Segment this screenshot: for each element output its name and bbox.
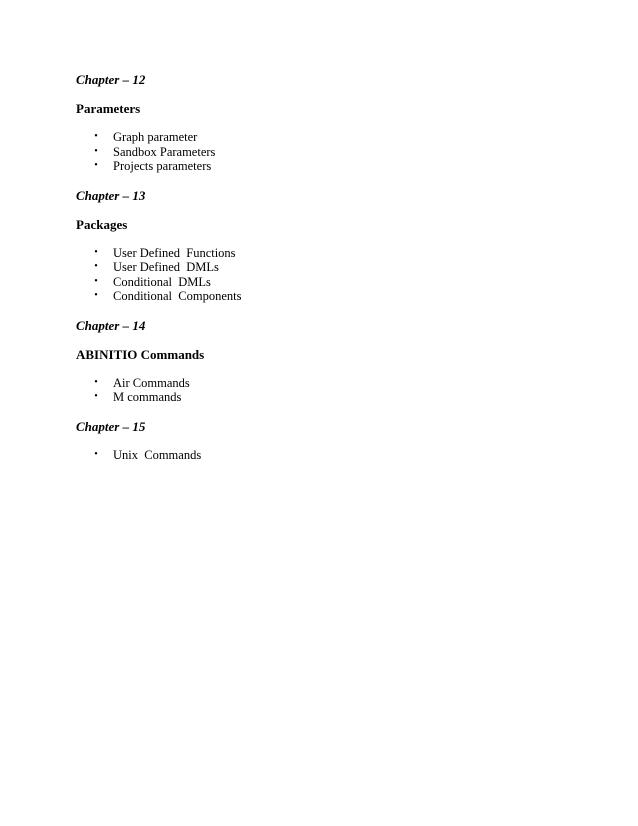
- list-item-text: User Defined Functions: [113, 245, 236, 260]
- chapter-12-list: [76, 130, 576, 174]
- list-item-text: Projects parameters: [113, 159, 212, 173]
- bullet-icon: •: [94, 131, 98, 142]
- chapter-15-title: Chapter – 15: [76, 418, 146, 434]
- chapter-14-heading: ABINITIO Commands: [76, 346, 205, 362]
- chapter-14-list: [76, 376, 576, 405]
- list-item: [76, 289, 576, 304]
- bullet-icon: •: [94, 145, 98, 157]
- list-item-text: Conditional DMLs: [113, 274, 211, 289]
- list-item: [76, 275, 576, 290]
- list-item-text: Air Commands: [113, 375, 190, 390]
- chapter-14-title: Chapter – 14: [76, 317, 146, 333]
- list-item: [76, 376, 576, 391]
- list-item: [76, 130, 576, 145]
- list-item: [76, 159, 576, 174]
- chapter-13-list: [76, 246, 576, 304]
- list-item-text: M commands: [113, 390, 182, 404]
- list-item: [76, 448, 576, 463]
- list-item-text: Unix Commands: [113, 447, 202, 462]
- list-item-text: User Defined DMLs: [113, 260, 219, 274]
- chapter-15-list: [76, 448, 576, 463]
- bullet-icon: •: [94, 261, 98, 272]
- bullet-icon: •: [94, 160, 98, 171]
- document-content: [76, 72, 576, 476]
- list-item-text: Conditional Components: [113, 289, 242, 303]
- bullet-icon: •: [94, 376, 98, 388]
- list-item: [76, 260, 576, 275]
- list-item: [76, 246, 576, 261]
- bullet-icon: •: [94, 246, 98, 258]
- bullet-icon: •: [94, 448, 98, 460]
- bullet-icon: •: [94, 391, 98, 402]
- list-item: [76, 145, 576, 160]
- bullet-icon: •: [94, 290, 98, 301]
- bullet-icon: •: [94, 275, 98, 287]
- list-item-text: Sandbox Parameters: [113, 144, 216, 159]
- list-item: [76, 390, 576, 405]
- chapter-12-heading: Parameters: [76, 101, 141, 116]
- chapter-13-title: Chapter – 13: [76, 187, 146, 203]
- list-item-text: Graph parameter: [113, 130, 198, 144]
- chapter-13-heading: Packages: [76, 216, 128, 232]
- chapter-12-title: Chapter – 12: [76, 72, 146, 87]
